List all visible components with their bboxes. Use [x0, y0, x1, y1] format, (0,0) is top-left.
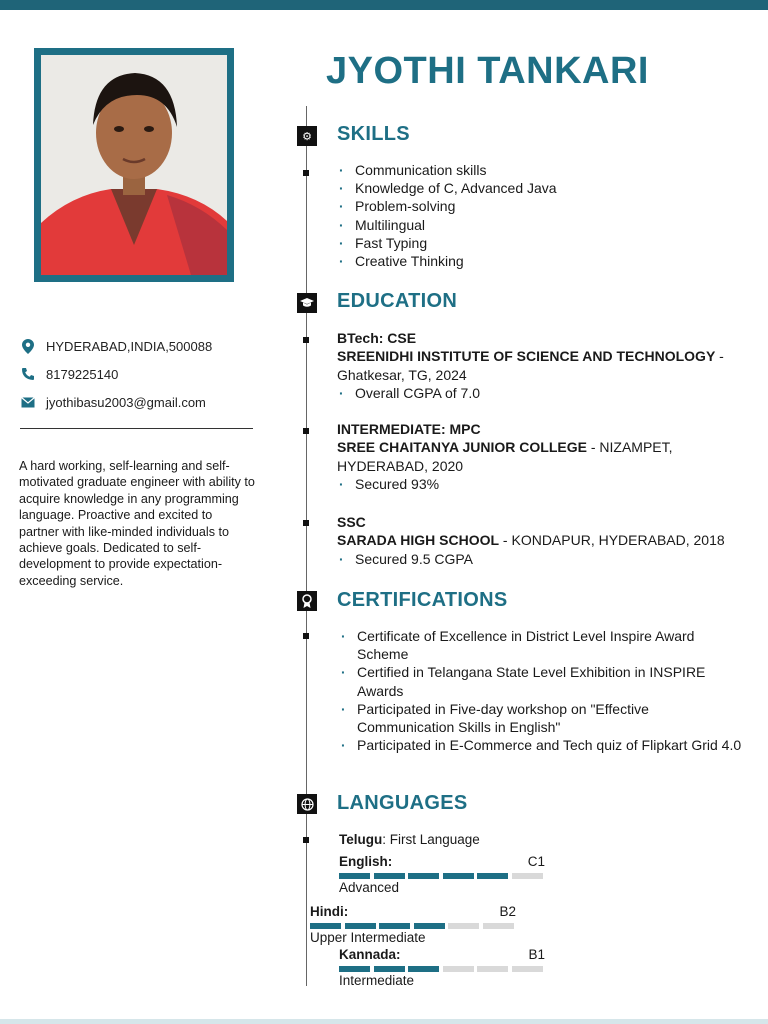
bottom-accent-bar: [0, 1019, 768, 1024]
timeline-dot: [303, 428, 309, 434]
education-entry: [337, 329, 757, 403]
level-segment-empty: [512, 966, 543, 972]
language-level-bar: [339, 966, 545, 972]
language-name: English:: [339, 854, 393, 869]
globe-icon: [297, 794, 317, 814]
language-name: Kannada:: [339, 947, 401, 962]
language-first: [339, 831, 480, 848]
level-segment-filled: [408, 966, 439, 972]
timeline-dot: [303, 337, 309, 343]
language-desc: Intermediate: [339, 973, 415, 988]
email-text[interactable]: jyothibasu2003@gmail.com: [46, 394, 206, 410]
top-accent-bar: [0, 0, 768, 10]
left-divider: [20, 428, 253, 429]
languages-title: LANGUAGES: [337, 792, 468, 814]
gear-icon: ⚙: [297, 126, 317, 146]
level-segment-filled: [379, 923, 410, 929]
level-segment-empty: [477, 966, 508, 972]
education-entry: [337, 420, 757, 494]
candidate-name: JYOTHI TANKARI: [326, 50, 649, 92]
location-pin-icon: [20, 338, 36, 354]
list-item: · Fast Typing: [337, 234, 757, 252]
address-text: HYDERABAD,INDIA,500088: [46, 338, 213, 354]
degree: BTech: CSE: [337, 330, 417, 346]
education-detail: · Secured 93%: [337, 475, 757, 493]
degree: SSC: [337, 514, 366, 530]
timeline-dot: [303, 837, 309, 843]
level-segment-empty: [483, 923, 514, 929]
language-desc: : First Language: [382, 832, 480, 847]
education-entry: [337, 513, 757, 568]
phone-text[interactable]: 8179225140: [46, 366, 119, 382]
level-segment-filled: [414, 923, 445, 929]
contact-email: [20, 388, 260, 416]
certifications-title: CERTIFICATIONS: [337, 589, 508, 611]
timeline-dot: [303, 520, 309, 526]
list-item: · Multilingual: [337, 216, 757, 234]
list-item: · Creative Thinking: [337, 252, 757, 270]
timeline-dot: [303, 170, 309, 176]
level-segment-filled: [477, 873, 508, 879]
contact-phone: [20, 360, 260, 388]
level-segment-filled: [339, 873, 370, 879]
list-item: · Certificate of Excellence in District Level Inspire Award Scheme: [339, 627, 749, 663]
award-icon: [297, 591, 317, 611]
level-segment-empty: [443, 966, 474, 972]
level-segment-empty: [512, 873, 543, 879]
language-name: Hindi:: [310, 904, 349, 919]
level-segment-filled: [310, 923, 341, 929]
institution-location: - Ghatkesar, TG, 2024: [337, 348, 724, 383]
list-item: · Problem-solving: [337, 197, 757, 215]
certifications-list: [339, 627, 749, 754]
level-segment-filled: [443, 873, 474, 879]
skills-list: [337, 161, 757, 270]
graduation-cap-icon: [297, 293, 317, 313]
education-detail: · Secured 9.5 CGPA: [337, 550, 757, 568]
profile-summary: A hard working, self-learning and self-motivated graduate engineer with ability to acquire knowledge in any programming language. Proactive and excited to partner with like-minded individuals to achieve goals. Dedicated to self-development to provide expectation-exceeding service.: [19, 459, 255, 588]
level-segment-filled: [345, 923, 376, 929]
level-segment-filled: [374, 873, 405, 879]
education-detail: · Overall CGPA of 7.0: [337, 384, 757, 402]
language-level: B2: [499, 904, 516, 919]
contact-address: [20, 332, 260, 360]
language-desc: Advanced: [339, 880, 400, 895]
list-item: · Participated in E-Commerce and Tech quiz of Flipkart Grid 4.0: [339, 736, 749, 754]
language-level-bar: [310, 923, 516, 929]
language-level: C1: [527, 854, 545, 869]
language-english: [339, 853, 545, 896]
level-segment-filled: [339, 966, 370, 972]
level-segment-filled: [374, 966, 405, 972]
institution: SARADA HIGH SCHOOL: [337, 532, 500, 549]
contact-info: [20, 332, 260, 416]
level-segment-filled: [408, 873, 439, 879]
language-kannada: [339, 946, 545, 989]
institution: SREE CHAITANYA JUNIOR COLLEGE: [337, 439, 587, 456]
list-item: · Communication skills: [337, 161, 757, 179]
skills-title: SKILLS: [337, 123, 410, 145]
list-item: · Knowledge of C, Advanced Java: [337, 179, 757, 197]
language-level: B1: [528, 947, 545, 962]
phone-icon: [20, 366, 36, 382]
timeline-dot: [303, 633, 309, 639]
language-level-bar: [339, 873, 545, 879]
degree: INTERMEDIATE: MPC: [337, 421, 481, 437]
institution-location: - KONDAPUR, HYDERABAD, 2018: [499, 532, 725, 549]
timeline-line: [306, 106, 307, 986]
language-name: Telugu: [339, 832, 383, 847]
profile-photo-image: [41, 55, 227, 275]
language-desc: Upper Intermediate: [310, 930, 426, 945]
envelope-icon: [20, 394, 36, 410]
list-item: · Participated in Five-day workshop on "Effective Communication Skills in English": [339, 700, 749, 736]
institution-location: - NIZAMPET, HYDERABAD, 2020: [337, 439, 673, 474]
profile-photo: [34, 48, 234, 282]
level-segment-empty: [448, 923, 479, 929]
list-item: · Certified in Telangana State Level Exhibition in INSPIRE Awards: [339, 663, 749, 699]
language-hindi: [310, 903, 516, 946]
institution: SREENIDHI INSTITUTE OF SCIENCE AND TECHNOLOGY: [337, 348, 716, 365]
education-title: EDUCATION: [337, 290, 458, 312]
